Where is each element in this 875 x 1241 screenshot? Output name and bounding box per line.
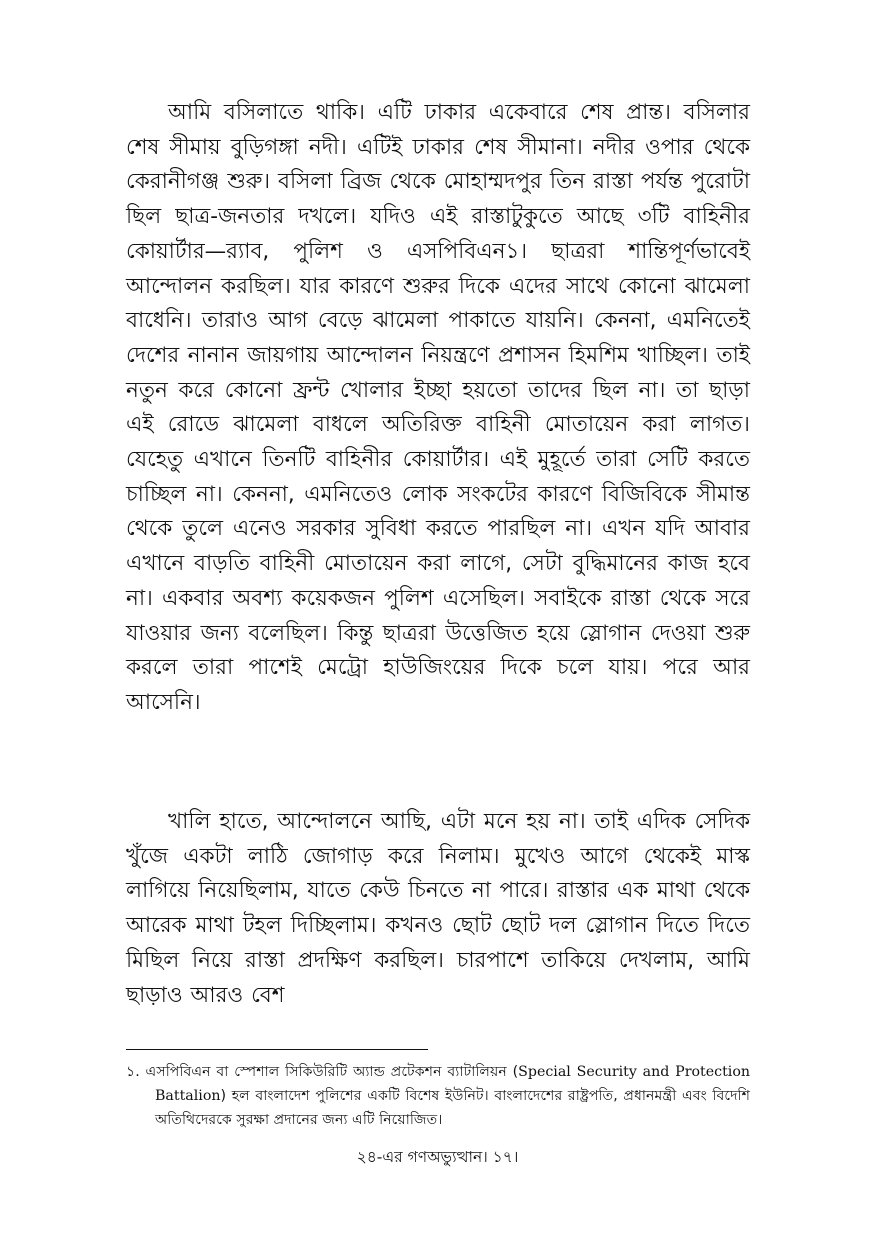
footnote-body <box>126 1060 750 1132</box>
page-footer-folio: ২৪-এর গণঅভ্যুত্থান। ১৭। <box>356 1148 519 1166</box>
body-paragraph-2: খালি হাতে, আন্দোলনে আছি, এটা মনে হয় না। তাই এদিক সেদিক খুঁজে একটা লাঠি জোগাড় করে নিলাম। মুখেও আগে থেকেই মাস্ক লাগিয়ে নিয়েছিলাম, যাতে কেউ চিনতে না পারে। রাস্তার এক মাথা থেকে আরেক মাথা টহল দিচ্ছিলাম। কখনও ছোট ছোট দল স্লোগান দিতে দিতে মিছিল নিয়ে রাস্তা প্রদক্ষিণ করছিল। চারপাশে তাকিয়ে দেখলাম, আমি ছাড়াও আরও বেশ <box>126 809 750 1008</box>
footnote-latin-text: Special Security and Protection Battalion <box>155 1064 750 1104</box>
body-paragraph-1: আমি বসিলাতে থাকি। এটি ঢাকার একেবারে শেষ প্রান্ত। বসিলার শেষ সীমায় বুড়িগঙ্গা নদী। এটিই ঢাকার শেষ সীমানা। নদীর ওপার থেকে কেরানীগঞ্জ শুরু। বসিলা ব্রিজ থেকে মোহাম্মদপুর তিন রাস্তা পর্যন্ত পুরোটা ছিল ছাত্র-জনতার দখলে। যদিও এই রাস্তাটুকুতে আছে ৩টি বাহিনীর কোয়ার্টার—র‍্যাব, পুলিশ ও এসপিবিএন১। ছাত্ররা শান্তিপূর্ণভাবেই আন্দোলন করছিল। যার কারণে শুরুর দিকে এদের সাথে কোনো ঝামেলা বাধেনি। তারাও আগ বেড়ে ঝামেলা পাকাতে যায়নি। কেননা, এমনিতেই দেশের নানান জায়গায় আন্দোলন নিয়ন্ত্রণে প্রশাসন হিমশিম খাচ্ছিল। তাই নতুন করে কোনো ফ্রন্ট খোলার ইচ্ছা হয়তো তাদের ছিল না। তা ছাড়া এই রোডে ঝামেলা বাধলে অতিরিক্ত বাহিনী মোতায়েন করা লাগত। যেহেতু এখানে তিনটি বাহিনীর কোয়ার্টার। এই মুহূর্তে তারা সেটি করতে চাচ্ছিল না। কেননা, এমনিতেও লোক সংকটের কারণে বিজিবিকে সীমান্ত থেকে তুলে এনেও সরকার সুবিধা করতে পারছিল না। এখন যদি আবার এখানে বাড়তি বাহিনী মোতায়েন করা লাগে, সেটা বুদ্ধিমানের কাজ হবে না। একবার অবশ্য কয়েকজন পুলিশ এসেছিল। সবাইকে রাস্তা থেকে সরে যাওয়ার জন্য বলেছিল। কিন্তু ছাত্ররা উত্তেজিত হয়ে স্লোগান দেওয়া শুরু করলে তারা পাশেই মেট্রো হাউজিংয়ের দিকে চলে যায়। পরে আর আসেনি। <box>126 100 750 715</box>
footnote-divider <box>126 1049 428 1050</box>
footnote-marker: ১. <box>126 1064 140 1080</box>
footnote-text-before: এসপিবিএন বা স্পেশাল সিকিউরিটি অ্যান্ড প্রটেকশন ব্যাটালিয়ন ( <box>145 1064 519 1080</box>
footnote <box>126 1060 750 1132</box>
footnote-text-after: ) হল বাংলাদেশ পুলিশের একটি বিশেষ ইউনিট। বাংলাদেশের রাষ্ট্রপতি, প্রধানমন্ত্রী এবং বিদেশি অতিথিদেরকে সুরক্ষা প্রদানের জন্য এটি নিয়োজিত। <box>155 1088 750 1128</box>
